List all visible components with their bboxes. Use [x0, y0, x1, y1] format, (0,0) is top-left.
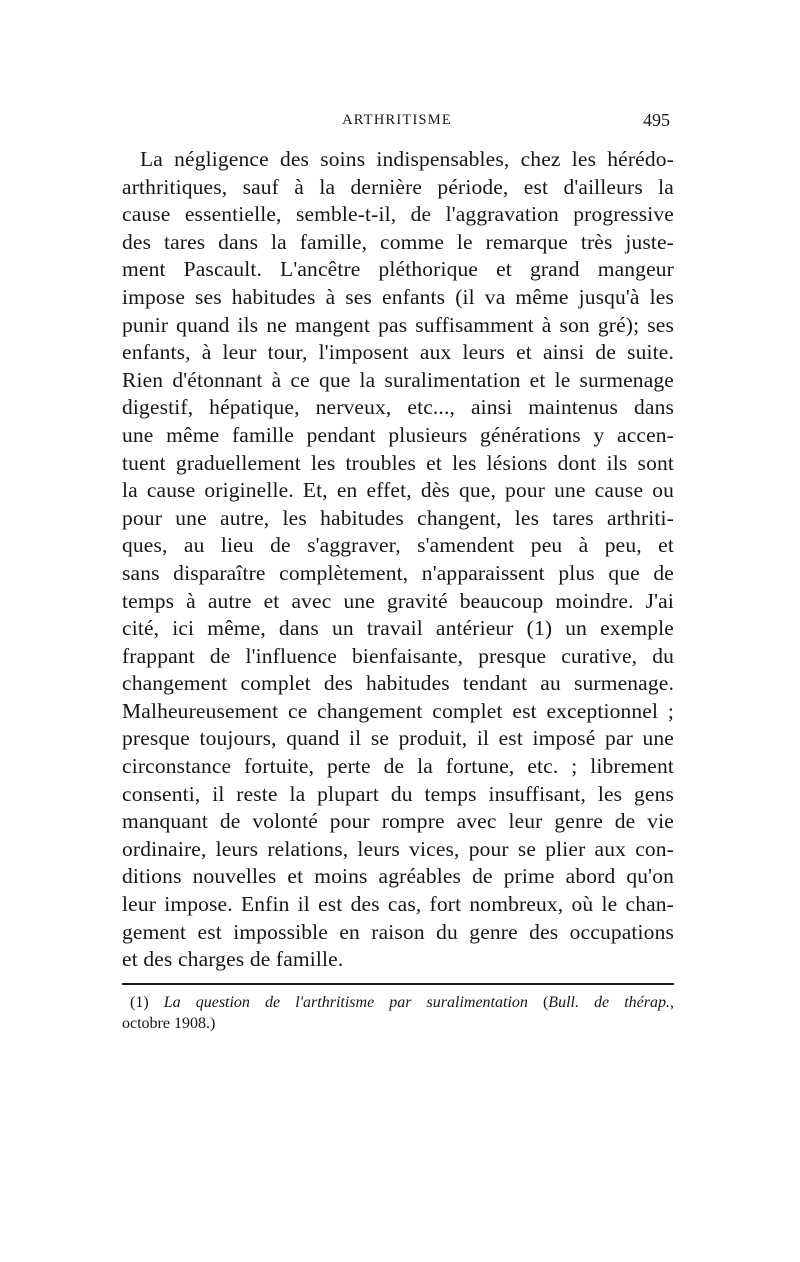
text-line: digestif, hépatique, nerveux, etc..., ainsi maintenus dans — [122, 395, 674, 420]
footnote-marker: (1) — [130, 994, 149, 1011]
footnote-line — [122, 992, 674, 1013]
footnote-line: octobre 1908.) — [122, 1015, 216, 1032]
text-line: changement complet des habitudes tendant au surmenage. — [122, 671, 674, 696]
text-line: sans disparaître complètement, n'apparaissent plus que de — [122, 560, 674, 585]
text-line: des tares dans la famille, comme le remarque très juste- — [122, 229, 674, 254]
text-line: manquant de volonté pour rompre avec leur genre de vie — [122, 809, 674, 834]
text-line: circonstance fortuite, perte de la fortune, etc. ; librement — [122, 754, 674, 779]
footnote-paren: ( — [542, 994, 549, 1011]
text-line: ques, au lieu de s'aggraver, s'amendent peu à peu, et — [122, 533, 674, 558]
text-line: frappant de l'influence bienfaisante, presque curative, du — [122, 643, 674, 668]
text-line: la cause originelle. Et, en effet, dès que, pour une cause ou — [122, 478, 674, 503]
text-line: Rien d'étonnant à ce que la suralimentation et le surmenage — [122, 367, 674, 392]
text-line: cause essentielle, semble-t-il, de l'aggravation progressive — [122, 202, 674, 227]
text-line: enfants, à leur tour, l'imposent aux leurs et ainsi de suite. — [122, 340, 674, 365]
text-line: ment Pascault. L'ancêtre pléthorique et grand mangeur — [122, 257, 674, 282]
text-line: La négligence des soins indispensables, chez les hérédo- — [140, 147, 674, 171]
running-head: ARTHRITISME — [342, 112, 452, 128]
text-line: pour une autre, les habitudes changent, les tares arthriti- — [122, 505, 674, 530]
text-line: temps à autre et avec une gravité beaucoup moindre. J'ai — [122, 588, 674, 613]
text-line: consenti, il reste la plupart du temps insuffisant, les gens — [122, 781, 674, 806]
text-line: ordinaire, leurs relations, leurs vices, pour se plier aux con- — [122, 836, 674, 861]
text-line: impose ses habitudes à ses enfants (il va même jusqu'à les — [122, 284, 674, 309]
page-number: 495 — [643, 110, 670, 130]
text-line: tuent graduellement les troubles et les lésions dont ils sont — [122, 450, 674, 475]
footnote-rule — [122, 983, 674, 985]
page-header — [122, 110, 672, 134]
text-line: punir quand ils ne mangent pas suffisamment à son gré); ses — [122, 312, 674, 337]
footnote-journal: Bull. de thérap. — [548, 994, 670, 1011]
footnote-title: La question de l'arthritisme par suralimentation — [163, 994, 528, 1011]
text-line: une même famille pendant plusieurs générations y accen- — [122, 422, 674, 447]
text-line: arthritiques, sauf à la dernière période, est d'ailleurs la — [122, 174, 674, 199]
text-line: et des charges de famille. — [122, 947, 344, 972]
text-line: ditions nouvelles et moins agréables de prime abord qu'on — [122, 864, 674, 889]
text-line: Malheureusement ce changement complet est exceptionnel ; — [122, 698, 674, 723]
footnote-comma: , — [670, 994, 674, 1011]
text-line: presque toujours, quand il se produit, il est imposé par une — [122, 726, 674, 751]
text-line: gement est impossible en raison du genre des occupations — [122, 919, 674, 944]
footnote — [122, 992, 674, 1034]
body-paragraph — [122, 146, 674, 974]
text-line: cité, ici même, dans un travail antérieur (1) un exemple — [122, 616, 674, 641]
text-line: leur impose. Enfin il est des cas, fort nombreux, où le chan- — [122, 892, 674, 917]
